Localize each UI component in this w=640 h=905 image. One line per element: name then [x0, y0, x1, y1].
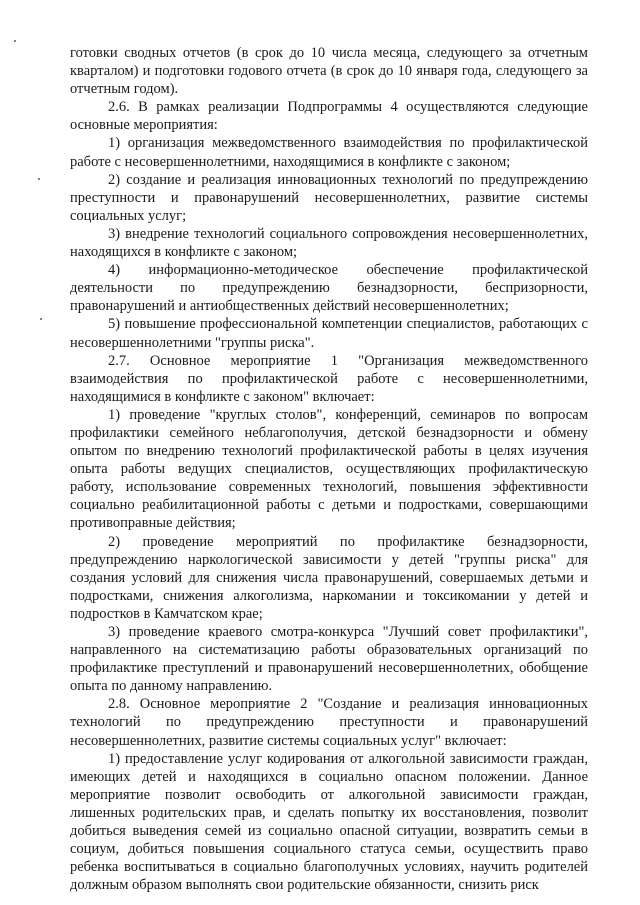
list-item: 4) информационно-методическое обеспечение профилактической деятельности по предупреждению безнадзорности, беспризорности, правонарушений и антиобщественных действий несовершеннолетних;: [70, 262, 588, 315]
list-item: 3) внедрение технологий социального сопровождения несовершеннолетних, находящихся в конфликте с законом;: [70, 225, 588, 261]
list-item: 5) повышение профессиональной компетенции специалистов, работающих с несовершеннолетними "группы риска".: [70, 316, 588, 351]
scan-speck: [38, 178, 40, 180]
scan-speck: [40, 318, 42, 320]
paragraph: 2.7. Основное мероприятие 1 "Организация межведомственного взаимодействия по профилактической работе с несовершеннолетними, находящимися в конфликте с законом" включает:: [70, 352, 588, 405]
paragraph: 2.8. Основное мероприятие 2 "Создание и реализация инновационных технологий по предупреждению преступности и правонарушений несовершеннолетних, развитие системы социальных услуг" включает:: [70, 696, 588, 749]
scan-speck: [14, 40, 16, 42]
document-body: [70, 44, 588, 894]
list-item: 1) организация межведомственного взаимодействия по профилактической работе с несовершеннолетними, находящимися в конфликте с законом;: [70, 135, 588, 170]
list-item: 1) предоставление услуг кодирования от алкогольной зависимости граждан, имеющих детей и находящихся в социально опасном положении. Данное мероприятие позволит освободить от алкогольной зависимости граждан, лишенных родительских прав, и сделать попытку их восстановления, позволит добиться выведения семей из социально опасной ситуации, возвратить семьи в социум, добиться повышения социального статуса семьи, осуществить право ребенка воспитываться в социально благополучных условиях, научить родителей должным образом выполнять свои родительские обязанности, снизить риск: [70, 750, 588, 894]
list-item: 2) создание и реализация инновационных технологий по предупреждению преступности и правонарушений несовершеннолетних, развитие системы социальных услуг;: [70, 171, 588, 224]
list-item: 3) проведение краевого смотра-конкурса "Лучший совет профилактики", направленного на систематизацию работы образовательных организаций по профилактике преступлений и правонарушений несовершеннолетних, обобщение опыта по данному направлению.: [70, 624, 588, 695]
list-item: 1) проведение "круглых столов", конференций, семинаров по вопросам профилактики семейного неблагополучия, детской безнадзорности и обмену опытом по внедрению технологий профилактической работы в целях изучения опыта работы ведущих специалистов, осуществляющих профилактическую работу, использование современных технологий, повышения эффективности социально реабилитационной работы с детьми и подростками, совершающими противоправные действия;: [70, 406, 588, 532]
paragraph: 2.6. В рамках реализации Подпрограммы 4 осуществляются следующие основные мероприятия:: [70, 99, 588, 134]
paragraph: готовки сводных отчетов (в срок до 10 числа месяца, следующего за отчетным кварталом) и подготовки годового отчета (в срок до 10 января года, следующего за отчетным годом).: [70, 45, 588, 98]
list-item: 2) проведение мероприятий по профилактике безнадзорности, предупреждению наркологической зависимости у детей "группы риска" для создания условий для снижения числа правонарушений, совершаемых детьми и подростками, снижения алкоголизма, наркомании и токсикомании у детей и подростков в Камчатском крае;: [70, 533, 588, 622]
